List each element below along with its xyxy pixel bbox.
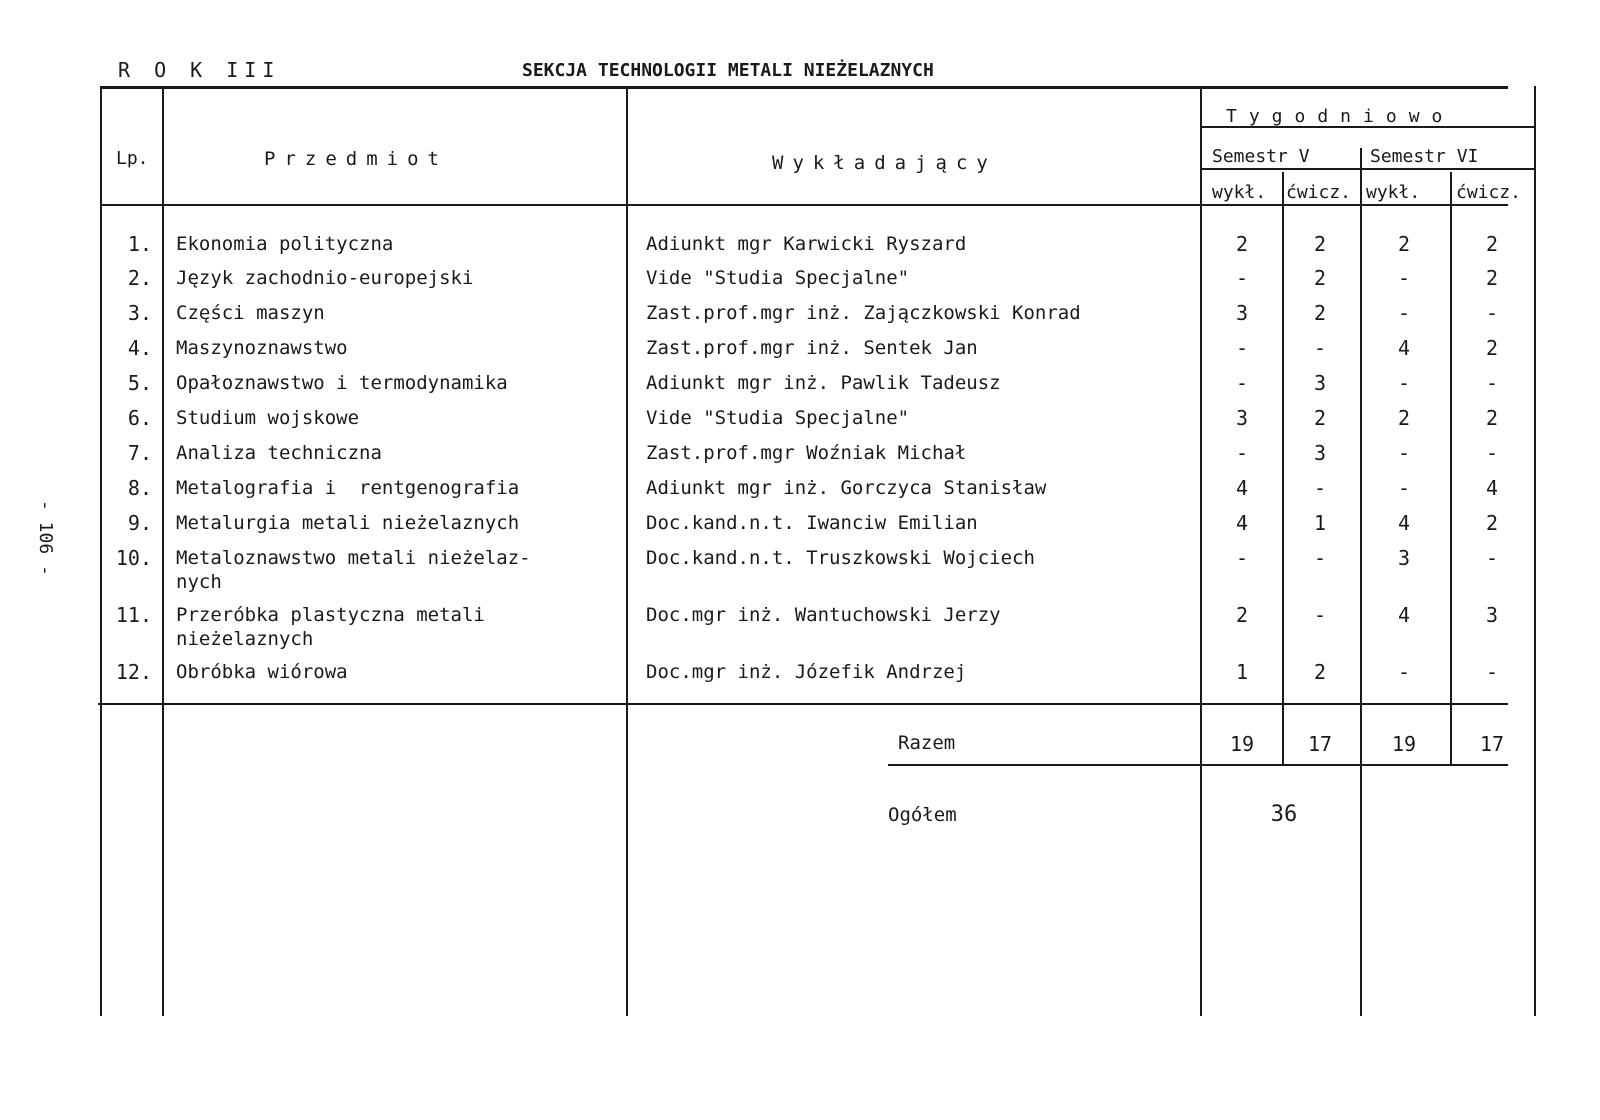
row-lecturer: Adiunkt mgr Karwicki Ryszard	[646, 233, 967, 255]
ogolem-label: Ogółem	[888, 804, 957, 826]
row-lecturer: Vide "Studia Specjalne"	[646, 407, 910, 429]
row-s6-exer: -	[1485, 371, 1499, 395]
razem-s5-lect: 19	[1229, 732, 1255, 756]
row-lp: 11.	[115, 603, 152, 627]
row-subject: Język zachodnio-europejski	[176, 267, 474, 289]
row-subject: Metalografia i rentgenografia	[176, 477, 520, 499]
row-lp: 9.	[127, 511, 152, 535]
row-lp: 10.	[115, 546, 152, 570]
row-s6-exer: -	[1485, 660, 1499, 684]
row-s5-exer: 2	[1313, 266, 1327, 290]
row-s5-lect: 3	[1235, 301, 1249, 325]
row-lecturer: Vide "Studia Specjalne"	[646, 267, 910, 289]
row-lecturer: Doc.mgr inż. Józefik Andrzej	[646, 661, 967, 683]
row-lp: 5.	[127, 371, 152, 395]
row-lp: 6.	[127, 406, 152, 430]
row-s6-exer: 4	[1485, 476, 1499, 500]
row-subject: Ekonomia polityczna	[176, 233, 394, 255]
col-weekly: Tygodniowo	[1226, 106, 1455, 127]
row-s5-lect: -	[1235, 441, 1249, 465]
row-s5-lect: 4	[1235, 511, 1249, 535]
row-lecturer: Doc.mgr inż. Wantuchowski Jerzy	[646, 604, 1001, 626]
col-subject: Przedmiot	[264, 148, 448, 170]
row-s5-exer: 2	[1313, 660, 1327, 684]
row-s6-lect: -	[1397, 371, 1411, 395]
row-lp: 1.	[127, 232, 152, 256]
row-s6-exer: 2	[1485, 406, 1499, 430]
row-s6-exer: 2	[1485, 232, 1499, 256]
row-s5-exer: -	[1313, 603, 1327, 627]
row-lecturer: Zast.prof.mgr inż. Sentek Jan	[646, 337, 978, 359]
row-s6-lect: 4	[1397, 336, 1411, 360]
row-s6-lect: 4	[1397, 603, 1411, 627]
col-semester-6: Semestr VI	[1370, 146, 1479, 167]
col-lecturer: Wykładający	[772, 152, 997, 174]
row-subject: Metaloznawstwo metali nieżelaz- nych	[176, 547, 531, 593]
row-s5-exer: 2	[1313, 406, 1327, 430]
row-s6-lect: -	[1397, 476, 1411, 500]
razem-s6-exer: 17	[1479, 732, 1505, 756]
row-subject: Przeróbka plastyczna metali nieżelaznych	[176, 604, 485, 650]
row-lp: 7.	[127, 441, 152, 465]
row-subject: Studium wojskowe	[176, 407, 360, 429]
row-subject: Opałoznawstwo i termodynamika	[176, 372, 508, 394]
row-s5-lect: 3	[1235, 406, 1249, 430]
section-title: SEKCJA TECHNOLOGII METALI NIEŻELAZNYCH	[522, 60, 934, 81]
page-number: - 106 -	[35, 500, 56, 576]
row-subject: Metalurgia metali nieżelaznych	[176, 512, 520, 534]
row-subject: Części maszyn	[176, 302, 325, 324]
col-s6-exer: ćwicz.	[1456, 182, 1522, 203]
row-lp: 12.	[115, 660, 152, 684]
col-s5-lect: wykł.	[1212, 182, 1267, 203]
col-s5-exer: ćwicz.	[1286, 182, 1352, 203]
row-s6-lect: 2	[1397, 232, 1411, 256]
row-s6-lect: 2	[1397, 406, 1411, 430]
razem-s6-lect: 19	[1391, 732, 1417, 756]
row-s6-lect: -	[1397, 266, 1411, 290]
col-lp: Lp.	[116, 148, 149, 169]
row-s6-lect: 3	[1397, 546, 1411, 570]
row-s5-lect: 2	[1235, 232, 1249, 256]
row-lecturer: Adiunkt mgr inż. Gorczyca Stanisław	[646, 477, 1047, 499]
row-s5-lect: 4	[1235, 476, 1249, 500]
row-lecturer: Doc.kand.n.t. Truszkowski Wojciech	[646, 547, 1035, 569]
row-s6-exer: 2	[1485, 511, 1499, 535]
row-lecturer: Adiunkt mgr inż. Pawlik Tadeusz	[646, 372, 1001, 394]
year-label: R O K III	[118, 58, 281, 82]
row-s5-lect: 1	[1235, 660, 1249, 684]
row-subject: Analiza techniczna	[176, 442, 382, 464]
razem-label: Razem	[898, 732, 956, 754]
row-s5-exer: 1	[1313, 511, 1327, 535]
row-s6-lect: -	[1397, 301, 1411, 325]
row-subject: Maszynoznawstwo	[176, 337, 348, 359]
row-s6-lect: -	[1397, 660, 1411, 684]
row-s5-exer: -	[1313, 476, 1327, 500]
row-s5-lect: -	[1235, 371, 1249, 395]
row-lp: 2.	[127, 266, 152, 290]
row-s6-exer: 2	[1485, 336, 1499, 360]
row-subject: Obróbka wiórowa	[176, 661, 348, 683]
razem-s5-exer: 17	[1307, 732, 1333, 756]
row-s5-exer: -	[1313, 336, 1327, 360]
row-s6-exer: -	[1485, 546, 1499, 570]
row-s5-exer: 3	[1313, 371, 1327, 395]
row-s6-lect: 4	[1397, 511, 1411, 535]
row-s5-lect: 2	[1235, 603, 1249, 627]
row-s6-exer: 3	[1485, 603, 1499, 627]
row-s6-exer: 2	[1485, 266, 1499, 290]
row-s5-exer: 2	[1313, 232, 1327, 256]
row-lp: 4.	[127, 336, 152, 360]
row-s5-lect: -	[1235, 336, 1249, 360]
row-s5-exer: 2	[1313, 301, 1327, 325]
row-lp: 8.	[127, 476, 152, 500]
row-lecturer: Zast.prof.mgr inż. Zajączkowski Konrad	[646, 302, 1081, 324]
row-s5-lect: -	[1235, 266, 1249, 290]
row-lecturer: Doc.kand.n.t. Iwanciw Emilian	[646, 512, 978, 534]
ogolem-value: 36	[1270, 802, 1298, 827]
row-s6-exer: -	[1485, 441, 1499, 465]
row-s5-lect: -	[1235, 546, 1249, 570]
row-s6-exer: -	[1485, 301, 1499, 325]
row-lp: 3.	[127, 301, 152, 325]
col-s6-lect: wykł.	[1366, 182, 1421, 203]
row-s6-lect: -	[1397, 441, 1411, 465]
row-s5-exer: 3	[1313, 441, 1327, 465]
col-semester-5: Semestr V	[1212, 146, 1310, 167]
row-lecturer: Zast.prof.mgr Woźniak Michał	[646, 442, 967, 464]
row-s5-exer: -	[1313, 546, 1327, 570]
